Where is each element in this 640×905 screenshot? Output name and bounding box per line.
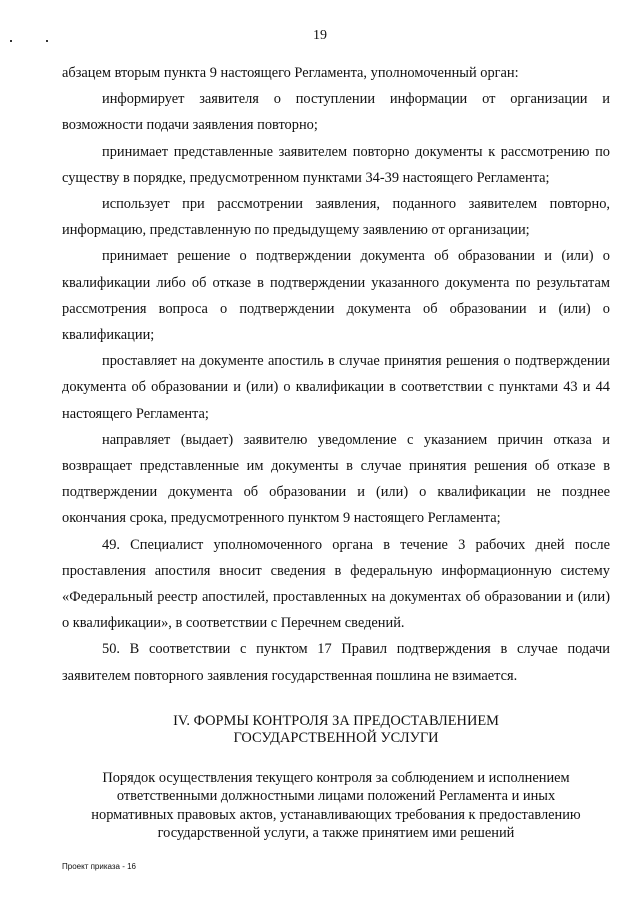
paragraph: информирует заявителя о поступлении информации от организации и возможности подачи заявления повторно;	[62, 91, 610, 134]
section-subheading-line: нормативных правовых актов, устанавливающих требования к предоставлению	[91, 806, 581, 823]
paragraph: принимает решение о подтверждении документа об образовании и (или) о квалификации либо об отказе в подтверждении указанного документа по результатам рассмотрения вопроса о подтверждении документа об образовании и (или) о квалификации;	[62, 248, 610, 344]
paragraph-50: 50. В соответствии с пунктом 17 Правил подтверждения в случае подачи заявителем повторного заявления государственная пошлина не взимается.	[62, 641, 610, 684]
paragraph: абзацем вторым пункта 9 настоящего Регламента, уполномоченный орган:	[62, 65, 519, 81]
section-subheading-line: Порядок осуществления текущего контроля за соблюдением и исполнением	[102, 769, 570, 786]
paragraph: направляет (выдает) заявителю уведомление с указанием причин отказа и возвращает представленные им документы в случае принятия решения об отказе в подтверждении документа об образовании и (или) о квалификации не позднее окончания срока, предусмотренного пунктом 9 настоящего Регламента;	[62, 431, 610, 527]
paragraph: использует при рассмотрении заявления, поданного заявителем повторно, информацию, представленную по предыдущему заявлению от организации;	[62, 196, 610, 239]
section-heading-line: ГОСУДАРСТВЕННОЙ УСЛУГИ	[233, 729, 439, 746]
paragraph-49: 49. Специалист уполномоченного органа в течение 3 рабочих дней после проставления апостиля вносит сведения в федеральную информационную систему «Федеральный реестр апостилей, проставленных на документах об образовании и (или) о квалификации», в соответствии с Перечнем сведений.	[62, 536, 610, 632]
page-number: 19	[313, 28, 327, 43]
paragraph: принимает представленные заявителем повторно документы к рассмотрению по существу в порядке, предусмотренном пунктами 34-39 настоящего Регламента;	[62, 143, 610, 186]
section-subheading	[62, 769, 610, 843]
footer-label: Проект приказа - 16	[62, 862, 136, 871]
section-heading	[62, 713, 610, 747]
document-body	[62, 60, 610, 843]
section-subheading-line: ответственными должностными лицами положений Регламента и иных	[116, 788, 556, 805]
section-heading-line: IV. ФОРМЫ КОНТРОЛЯ ЗА ПРЕДОСТАВЛЕНИЕМ	[173, 712, 499, 729]
paragraph: проставляет на документе апостиль в случае принятия решения о подтверждении документа об образовании и (или) о квалификации в соответствии с пунктами 43 и 44 настоящего Регламента;	[62, 353, 610, 422]
section-subheading-line: государственной услуги, а также принятием ими решений	[157, 825, 515, 842]
